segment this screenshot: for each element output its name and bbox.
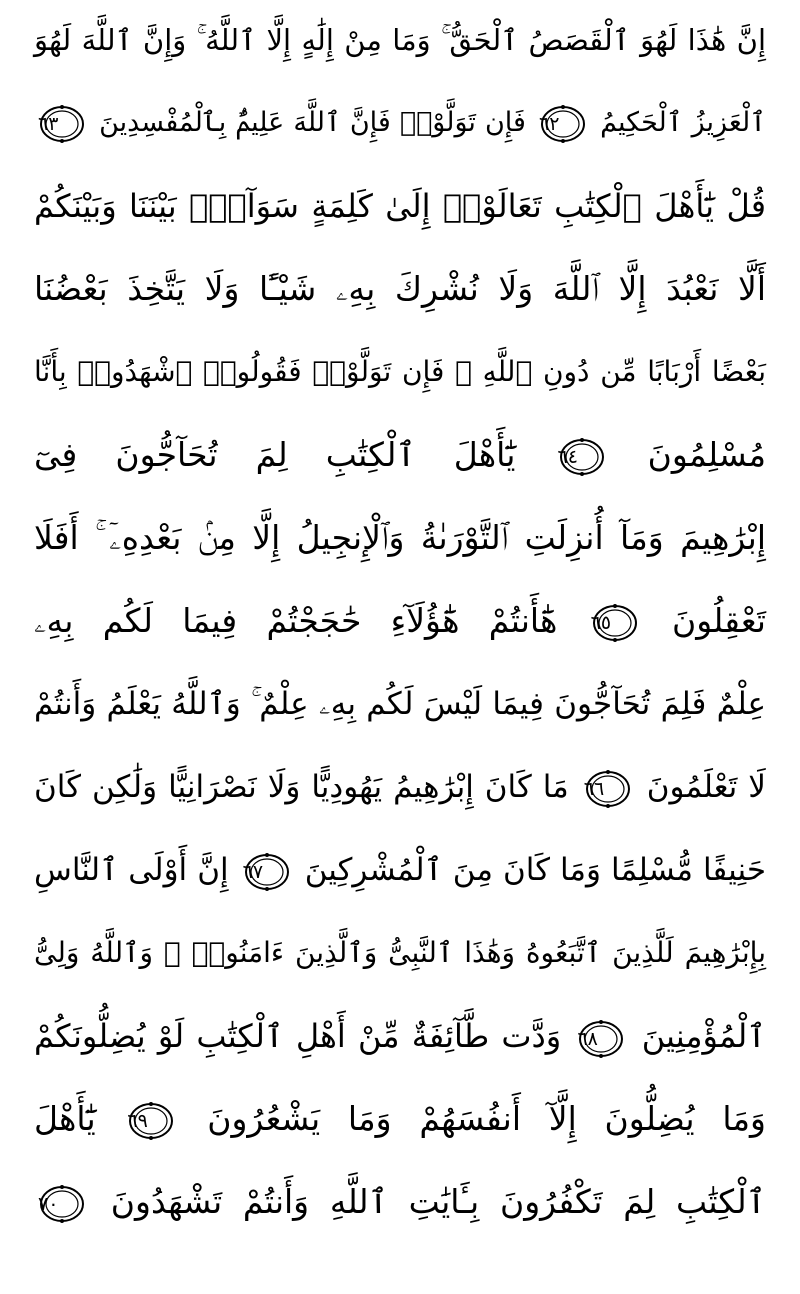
text-line-11 [34, 840, 766, 900]
verse-end-marker [38, 104, 86, 144]
verse-number: ٦٩ [127, 1110, 148, 1132]
text-line-14 [34, 1089, 766, 1149]
text-line-10 [34, 757, 766, 817]
text-line-6 [34, 425, 766, 485]
verse-text: هَٰٓأَنتُمْ هَٰٓؤُلَآءِ حَٰجَجْتُمْ فِيمَا لَكُم بِهِۦ [34, 601, 558, 640]
verse-text: مُسْلِمُونَ [647, 435, 766, 474]
verse-text: وَدَّت طَّآئِفَةٌ مِّنْ أَهْلِ ٱلْكِتَٰبِ لَوْ يُضِلُّونَكُمْ [34, 1017, 562, 1055]
verse-text: بِإِبْرَٰهِيمَ لَلَّذِينَ ٱتَّبَعُوهُ وَهَٰذَا ٱلنَّبِىُّ وَٱلَّذِينَ ءَامَنُوا۟ ۗ وَٱللَّهُ وَلِىُّ [34, 936, 766, 969]
verse-number: ٦٧ [242, 860, 264, 883]
verse-text: عِلْمٌ فَلِمَ تُحَآجُّونَ فِيمَا لَيْسَ لَكُم بِهِۦ عِلْمٌ ۚ وَٱللَّهُ يَعْلَمُ وَأَنتُمْ [34, 686, 766, 722]
text-line-2 [34, 93, 766, 153]
verse-number: ٦٤ [557, 446, 578, 468]
text-line-8 [34, 591, 766, 651]
verse-end-marker [127, 1101, 175, 1141]
verse-text: فَإِن تَوَلَّوْا۟ فَإِنَّ ٱللَّهَ عَلِيمٌۢ بِٱلْمُفْسِدِينَ [99, 107, 526, 138]
verse-end-marker [577, 1019, 625, 1059]
verse-end-marker [539, 104, 587, 144]
verse-text: مَا كَانَ إِبْرَٰهِيمُ يَهُودِيًّا وَلَا نَصْرَانِيًّا وَلَٰكِن كَانَ [34, 769, 569, 805]
text-line-7 [34, 508, 766, 568]
verse-end-marker [591, 603, 639, 643]
verse-text: أَلَّا نَعْبُدَ إِلَّا ٱللَّهَ وَلَا نُشْرِكَ بِهِۦ شَيْـًٔا وَلَا يَتَّخِذَ بَعْضُنَا [34, 269, 766, 308]
text-line-5 [34, 342, 766, 402]
verse-end-marker [38, 1184, 86, 1224]
verse-text: لَا تَعْلَمُونَ [646, 769, 766, 805]
verse-text: قُلْ يَٰٓأَهْلَ ٱلْكِتَٰبِ تَعَالَوْا۟ إِلَىٰ كَلِمَةٍ سَوَآءٍۭ بَيْنَنَا وَبَيْنَكُمْ [34, 187, 766, 225]
text-line-13 [34, 1006, 766, 1066]
verse-number: ٦٥ [590, 612, 612, 634]
text-line-3 [34, 176, 766, 236]
verse-number: ٦٣ [38, 112, 59, 135]
verse-text: تَعْقِلُونَ [671, 601, 766, 640]
verse-text: إِنَّ أَوْلَى ٱلنَّاسِ [34, 852, 229, 888]
text-line-4 [34, 259, 766, 319]
text-line-15 [34, 1172, 766, 1232]
verse-number: ٦٦ [583, 777, 605, 800]
verse-text: إِنَّ هَٰذَا لَهُوَ ٱلْقَصَصُ ٱلْحَقُّ ۚ وَمَا مِنْ إِلَٰهٍ إِلَّا ٱللَّهُ ۚ وَإِنَّ ٱللَّهَ لَهُوَ [34, 23, 766, 57]
text-line-1 [34, 10, 766, 70]
verse-text: وَمَا يُضِلُّونَ إِلَّآ أَنفُسَهُمْ وَمَا يَشْعُرُونَ [207, 1099, 766, 1138]
verse-end-marker [243, 852, 291, 892]
verse-number: ٦٢ [539, 112, 560, 135]
verse-number: ٧٠ [38, 1193, 59, 1215]
text-line-12 [34, 923, 766, 983]
verse-text: ٱلْمُؤْمِنِينَ [641, 1017, 767, 1055]
verse-text: بَعْضًا أَرْبَابًا مِّن دُونِ ٱللَّهِ ۚ فَإِن تَوَلَّوْا۟ فَقُولُوا۟ ٱشْهَدُوا۟ بِأَنَّا [34, 355, 766, 388]
text-line-9 [34, 674, 766, 734]
verse-text: ٱلْكِتَٰبِ لِمَ تَكْفُرُونَ بِـَٔايَٰتِ ٱللَّهِ وَأَنتُمْ تَشْهَدُونَ [110, 1182, 767, 1221]
verse-text: يَٰٓأَهْلَ ٱلْكِتَٰبِ لِمَ تُحَآجُّونَ فِىٓ [34, 435, 516, 474]
verse-text: إِبْرَٰهِيمَ وَمَآ أُنزِلَتِ ٱلتَّوْرَىٰةُ وَٱلْإِنجِيلُ إِلَّا مِنۢ بَعْدِهِۦٓ ۚ أَفَلَا [34, 518, 766, 557]
verse-end-marker [584, 769, 632, 809]
verse-text: ٱلْعَزِيزُ ٱلْحَكِيمُ [600, 107, 767, 138]
verse-end-marker [558, 437, 606, 477]
verse-text: حَنِيفًا مُّسْلِمًا وَمَا كَانَ مِنَ ٱلْمُشْرِكِينَ [304, 852, 766, 888]
verse-number: ٦٨ [577, 1027, 598, 1050]
verse-text: يَٰٓأَهْلَ [34, 1099, 96, 1138]
